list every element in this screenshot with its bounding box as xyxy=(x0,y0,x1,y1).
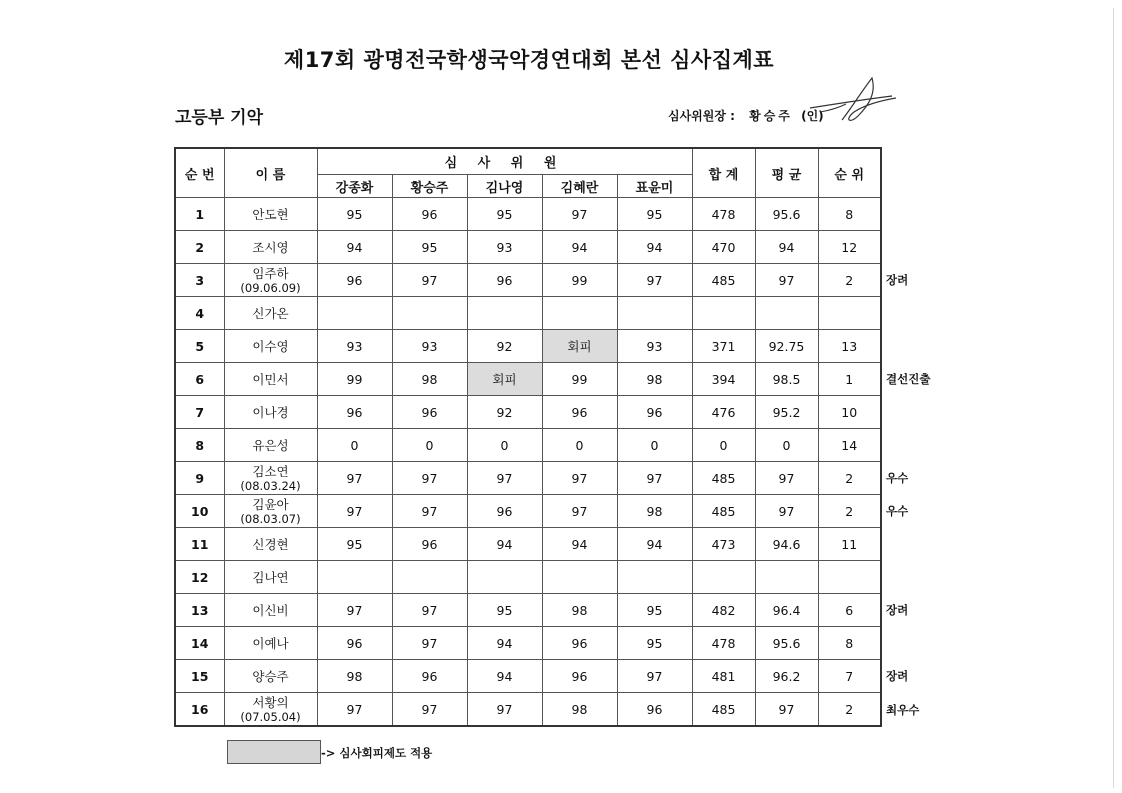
header-judge: 김나영 xyxy=(467,175,542,198)
judge-score: 94 xyxy=(467,660,542,693)
score-total: 0 xyxy=(692,429,755,462)
judge-score: 93 xyxy=(617,330,692,363)
judge-score: 96 xyxy=(467,495,542,528)
row-number: 10 xyxy=(175,495,224,528)
participant-name-cell xyxy=(224,396,317,429)
participant-name: 이신비 xyxy=(252,602,289,618)
award-remark: 우수 xyxy=(886,471,909,485)
participant-name-cell xyxy=(224,330,317,363)
score-average: 94 xyxy=(755,231,818,264)
participant-name: 유은성 xyxy=(252,437,289,453)
header-judge: 김혜란 xyxy=(542,175,617,198)
score-average: 97 xyxy=(755,693,818,727)
score-total: 478 xyxy=(692,627,755,660)
judge-score xyxy=(317,561,392,594)
participant-name: 양승주 xyxy=(252,668,289,684)
award-remark: 장려 xyxy=(886,603,909,617)
score-total: 485 xyxy=(692,462,755,495)
row-number: 12 xyxy=(175,561,224,594)
score-table-body xyxy=(175,198,881,727)
score-rank: 2 xyxy=(818,495,881,528)
score-total: 482 xyxy=(692,594,755,627)
participant-name: 이수영 xyxy=(252,338,289,354)
header-total: 합 계 xyxy=(692,148,755,198)
table-row xyxy=(175,396,881,429)
score-average: 98.5 xyxy=(755,363,818,396)
row-number: 7 xyxy=(175,396,224,429)
score-total xyxy=(692,297,755,330)
table-row xyxy=(175,297,881,330)
judge-score: 98 xyxy=(542,594,617,627)
score-rank: 10 xyxy=(818,396,881,429)
score-rank: 6 xyxy=(818,594,881,627)
judge-score: 회피 xyxy=(467,363,542,396)
row-number: 2 xyxy=(175,231,224,264)
judge-score: 0 xyxy=(467,429,542,462)
table-row xyxy=(175,561,881,594)
score-rank: 1 xyxy=(818,363,881,396)
table-row xyxy=(175,594,881,627)
judge-score: 96 xyxy=(617,693,692,727)
score-average: 0 xyxy=(755,429,818,462)
row-number: 1 xyxy=(175,198,224,231)
judge-score: 95 xyxy=(617,594,692,627)
score-total: 485 xyxy=(692,495,755,528)
participant-name-cell xyxy=(224,231,317,264)
judge-score: 98 xyxy=(392,363,467,396)
judge-score: 93 xyxy=(467,231,542,264)
judge-score: 0 xyxy=(617,429,692,462)
table-row xyxy=(175,462,881,495)
table-row xyxy=(175,363,881,396)
judge-score: 97 xyxy=(542,198,617,231)
participant-birthdate: (08.03.07) xyxy=(240,511,301,526)
chair-seal: (인) xyxy=(801,109,824,123)
score-total: 478 xyxy=(692,198,755,231)
row-number: 16 xyxy=(175,693,224,727)
participant-name: 이예나 xyxy=(252,635,289,651)
judge-score: 96 xyxy=(317,264,392,297)
judge-score: 97 xyxy=(392,594,467,627)
row-number: 9 xyxy=(175,462,224,495)
judge-score: 97 xyxy=(392,693,467,727)
row-number: 13 xyxy=(175,594,224,627)
judge-score: 95 xyxy=(317,198,392,231)
participant-name-cell xyxy=(224,660,317,693)
judge-score: 96 xyxy=(392,660,467,693)
participant-name: 안도현 xyxy=(252,206,289,222)
judge-score: 97 xyxy=(392,264,467,297)
judge-score: 99 xyxy=(317,363,392,396)
award-remark: 결선진출 xyxy=(886,372,931,386)
table-row xyxy=(175,528,881,561)
judge-score: 98 xyxy=(617,363,692,396)
score-average: 96.4 xyxy=(755,594,818,627)
judge-score: 97 xyxy=(542,495,617,528)
judge-score: 95 xyxy=(317,528,392,561)
score-average: 95.2 xyxy=(755,396,818,429)
judge-score xyxy=(467,561,542,594)
judge-score: 98 xyxy=(317,660,392,693)
participant-name: 임주하 xyxy=(252,265,289,281)
judge-score: 96 xyxy=(392,198,467,231)
score-average xyxy=(755,561,818,594)
table-row xyxy=(175,660,881,693)
participant-name-cell xyxy=(224,198,317,231)
judge-score: 94 xyxy=(317,231,392,264)
score-total: 371 xyxy=(692,330,755,363)
score-rank xyxy=(818,297,881,330)
score-average: 97 xyxy=(755,495,818,528)
score-rank: 2 xyxy=(818,693,881,727)
judge-score: 97 xyxy=(617,660,692,693)
score-rank: 7 xyxy=(818,660,881,693)
row-number: 15 xyxy=(175,660,224,693)
row-number: 4 xyxy=(175,297,224,330)
chair-name: 황승주 xyxy=(749,109,793,123)
judge-score: 97 xyxy=(392,462,467,495)
participant-birthdate: (09.06.09) xyxy=(240,280,301,295)
judge-score: 92 xyxy=(467,330,542,363)
score-rank: 2 xyxy=(818,462,881,495)
judge-score: 97 xyxy=(317,462,392,495)
judge-score: 94 xyxy=(542,231,617,264)
participant-name-cell xyxy=(224,495,317,528)
participant-birthdate: (07.05.04) xyxy=(240,709,301,724)
table-row xyxy=(175,330,881,363)
judge-score: 0 xyxy=(317,429,392,462)
participant-name-cell xyxy=(224,363,317,396)
participant-name: 신경현 xyxy=(252,536,289,552)
judge-score: 96 xyxy=(542,396,617,429)
score-rank xyxy=(818,561,881,594)
score-average: 95.6 xyxy=(755,627,818,660)
judge-score: 96 xyxy=(317,627,392,660)
header-average: 평 균 xyxy=(755,148,818,198)
award-remark: 우수 xyxy=(886,504,909,518)
score-average: 97 xyxy=(755,264,818,297)
participant-name: 서황의 xyxy=(252,694,289,710)
header-judge: 표윤미 xyxy=(617,175,692,198)
judge-score: 94 xyxy=(617,528,692,561)
judge-score: 95 xyxy=(467,198,542,231)
score-average: 92.75 xyxy=(755,330,818,363)
judge-score: 97 xyxy=(542,462,617,495)
participant-name-cell xyxy=(224,693,317,727)
judge-score: 94 xyxy=(467,627,542,660)
judge-score xyxy=(617,561,692,594)
judge-score: 94 xyxy=(617,231,692,264)
header-judges-group: 심 사 위 원 xyxy=(317,148,692,175)
judge-score: 94 xyxy=(542,528,617,561)
row-number: 5 xyxy=(175,330,224,363)
judge-score: 0 xyxy=(542,429,617,462)
judge-score: 95 xyxy=(617,627,692,660)
judge-score: 97 xyxy=(317,693,392,727)
score-table xyxy=(174,147,882,727)
score-total: 476 xyxy=(692,396,755,429)
participant-name: 신가온 xyxy=(252,305,289,321)
header-name: 이 름 xyxy=(224,148,317,198)
judge-score: 92 xyxy=(467,396,542,429)
score-rank: 14 xyxy=(818,429,881,462)
header-judge: 황승주 xyxy=(392,175,467,198)
judge-score: 96 xyxy=(542,660,617,693)
row-number: 8 xyxy=(175,429,224,462)
participant-name-cell xyxy=(224,528,317,561)
score-average xyxy=(755,297,818,330)
table-row xyxy=(175,693,881,727)
award-remark: 장려 xyxy=(886,669,909,683)
score-rank: 8 xyxy=(818,627,881,660)
participant-name: 조시영 xyxy=(252,239,289,255)
judge-score: 97 xyxy=(317,495,392,528)
judge-score: 95 xyxy=(467,594,542,627)
judge-score: 96 xyxy=(542,627,617,660)
table-row xyxy=(175,495,881,528)
judge-score: 97 xyxy=(617,462,692,495)
participant-name-cell xyxy=(224,429,317,462)
score-total: 394 xyxy=(692,363,755,396)
score-total: 481 xyxy=(692,660,755,693)
judge-score: 98 xyxy=(542,693,617,727)
judge-score: 95 xyxy=(617,198,692,231)
participant-name-cell xyxy=(224,264,317,297)
judge-score: 97 xyxy=(467,462,542,495)
page-title: 제17회 광명전국학생국악경연대회 본선 심사집계표 xyxy=(283,48,775,72)
judge-score: 96 xyxy=(617,396,692,429)
row-number: 6 xyxy=(175,363,224,396)
score-total xyxy=(692,561,755,594)
score-total: 485 xyxy=(692,264,755,297)
chair-label: 심사위원장 : xyxy=(668,109,735,123)
score-average: 94.6 xyxy=(755,528,818,561)
judge-score: 95 xyxy=(392,231,467,264)
participant-name: 김소연 xyxy=(252,463,289,479)
judge-score: 97 xyxy=(317,594,392,627)
judge-score: 0 xyxy=(392,429,467,462)
handwritten-signature xyxy=(780,74,900,134)
participant-name: 이나경 xyxy=(252,404,289,420)
judge-score xyxy=(617,297,692,330)
row-number: 11 xyxy=(175,528,224,561)
division-label: 고등부 기악 xyxy=(175,108,264,128)
header-rank: 순 위 xyxy=(818,148,881,198)
score-total: 470 xyxy=(692,231,755,264)
judge-score: 96 xyxy=(392,528,467,561)
score-rank: 13 xyxy=(818,330,881,363)
table-row xyxy=(175,429,881,462)
header-judge: 강종화 xyxy=(317,175,392,198)
judge-score: 회피 xyxy=(542,330,617,363)
table-row xyxy=(175,627,881,660)
participant-name-cell xyxy=(224,462,317,495)
score-average: 96.2 xyxy=(755,660,818,693)
participant-name-cell xyxy=(224,297,317,330)
judge-score: 96 xyxy=(467,264,542,297)
score-rank: 12 xyxy=(818,231,881,264)
score-total: 485 xyxy=(692,693,755,727)
score-average: 97 xyxy=(755,462,818,495)
judge-score: 97 xyxy=(467,693,542,727)
judge-score xyxy=(467,297,542,330)
participant-name-cell xyxy=(224,594,317,627)
judge-score xyxy=(317,297,392,330)
score-rank: 2 xyxy=(818,264,881,297)
judge-score xyxy=(542,297,617,330)
score-total: 473 xyxy=(692,528,755,561)
score-average: 95.6 xyxy=(755,198,818,231)
judge-score xyxy=(542,561,617,594)
award-remark: 장려 xyxy=(886,273,909,287)
legend-swatch xyxy=(227,740,321,764)
judge-score: 99 xyxy=(542,264,617,297)
legend-text: -> 심사회피제도 적용 xyxy=(321,746,433,760)
table-row xyxy=(175,198,881,231)
judge-score: 94 xyxy=(467,528,542,561)
participant-birthdate: (08.03.24) xyxy=(240,478,301,493)
score-rank: 11 xyxy=(818,528,881,561)
participant-name: 김나연 xyxy=(252,569,289,585)
judge-score: 96 xyxy=(392,396,467,429)
participant-name-cell xyxy=(224,561,317,594)
row-number: 3 xyxy=(175,264,224,297)
table-row xyxy=(175,231,881,264)
score-rank: 8 xyxy=(818,198,881,231)
judge-score: 93 xyxy=(392,330,467,363)
judge-score: 97 xyxy=(617,264,692,297)
judge-score xyxy=(392,561,467,594)
participant-name: 김윤아 xyxy=(252,496,289,512)
table-row xyxy=(175,264,881,297)
judge-score: 98 xyxy=(617,495,692,528)
judge-score xyxy=(392,297,467,330)
scan-edge-line xyxy=(1113,8,1114,788)
judge-score: 99 xyxy=(542,363,617,396)
judge-score: 96 xyxy=(317,396,392,429)
row-number: 14 xyxy=(175,627,224,660)
participant-name-cell xyxy=(224,627,317,660)
judge-score: 97 xyxy=(392,495,467,528)
participant-name: 이민서 xyxy=(252,371,289,387)
judge-score: 93 xyxy=(317,330,392,363)
judge-score: 97 xyxy=(392,627,467,660)
header-number: 순 번 xyxy=(175,148,224,198)
award-remark: 최우수 xyxy=(886,702,920,717)
